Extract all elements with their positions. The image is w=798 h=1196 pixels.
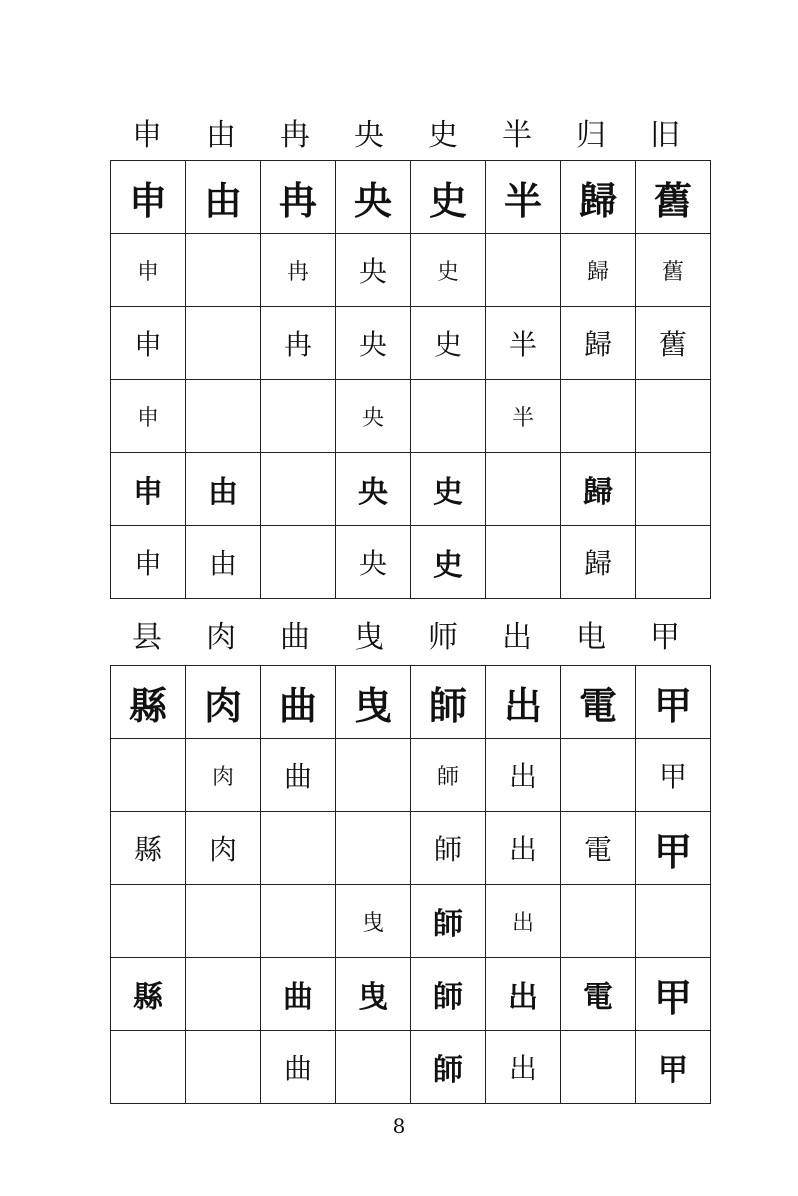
glyph-cell: 甲 (636, 666, 711, 739)
glyph-cell: 申 (111, 453, 186, 526)
glyph-cell: 舊 (636, 161, 711, 234)
glyph-cell: 曲 (261, 739, 336, 812)
header-char: 史 (428, 118, 458, 153)
glyph-cell: 申 (111, 380, 186, 453)
glyph-cell (486, 234, 561, 307)
table-row (111, 234, 711, 307)
glyph-cell: 由 (186, 161, 261, 234)
glyph-cell: 甲 (636, 958, 711, 1031)
header-char: 师 (428, 620, 458, 655)
header-char: 归 (576, 118, 606, 153)
glyph-cell: 電 (561, 812, 636, 885)
glyph-cell (261, 453, 336, 526)
glyph-cell (111, 1031, 186, 1104)
glyph-cell: 出 (486, 958, 561, 1031)
glyph-cell (261, 526, 336, 599)
glyph-cell (261, 380, 336, 453)
glyph-cell: 歸 (561, 161, 636, 234)
glyph-cell: 肉 (186, 666, 261, 739)
glyph-cell: 曲 (261, 958, 336, 1031)
table-row (111, 1031, 711, 1104)
header-char: 电 (576, 620, 606, 655)
glyph-cell (486, 453, 561, 526)
header-char: 甲 (650, 620, 680, 655)
header-char: 县 (132, 620, 162, 655)
header-char: 曳 (354, 620, 384, 655)
glyph-cell: 歸 (561, 526, 636, 599)
glyph-cell: 甲 (636, 1031, 711, 1104)
header-char: 曲 (280, 620, 310, 655)
glyph-cell (561, 739, 636, 812)
glyph-cell: 史 (411, 526, 486, 599)
glyph-cell: 出 (486, 739, 561, 812)
glyph-cell (336, 1031, 411, 1104)
glyph-cell (186, 958, 261, 1031)
glyph-cell (186, 234, 261, 307)
table-row (111, 453, 711, 526)
glyph-cell: 曳 (336, 958, 411, 1031)
section2-glyph-table (110, 665, 711, 1104)
glyph-cell: 央 (336, 234, 411, 307)
header-char: 肉 (206, 620, 236, 655)
glyph-cell: 史 (411, 453, 486, 526)
glyph-cell: 申 (111, 234, 186, 307)
page-number: 8 (392, 1114, 406, 1138)
glyph-cell: 申 (111, 307, 186, 380)
header-char: 央 (354, 118, 384, 153)
glyph-cell: 曲 (261, 666, 336, 739)
table-row (111, 380, 711, 453)
glyph-cell (561, 380, 636, 453)
glyph-cell: 肉 (186, 739, 261, 812)
glyph-cell: 冉 (261, 161, 336, 234)
glyph-cell: 歸 (561, 307, 636, 380)
glyph-cell: 由 (186, 453, 261, 526)
glyph-cell: 曲 (261, 1031, 336, 1104)
glyph-cell (261, 812, 336, 885)
glyph-cell: 歸 (561, 453, 636, 526)
glyph-cell: 央 (336, 526, 411, 599)
glyph-cell (636, 885, 711, 958)
glyph-cell: 申 (111, 526, 186, 599)
glyph-cell (636, 380, 711, 453)
glyph-cell (261, 885, 336, 958)
glyph-cell (111, 739, 186, 812)
table-row (111, 307, 711, 380)
glyph-cell: 師 (411, 885, 486, 958)
glyph-cell (561, 885, 636, 958)
header-char: 旧 (650, 118, 680, 153)
glyph-cell: 冉 (261, 307, 336, 380)
section1-glyph-table (110, 160, 711, 599)
glyph-cell: 出 (486, 812, 561, 885)
header-char: 半 (502, 118, 532, 153)
glyph-cell: 舊 (636, 307, 711, 380)
glyph-cell: 史 (411, 307, 486, 380)
glyph-cell: 由 (186, 526, 261, 599)
glyph-cell: 央 (336, 453, 411, 526)
section1-header-row (110, 114, 702, 158)
section2-header-row (110, 616, 702, 660)
table-row (111, 739, 711, 812)
table-row (111, 161, 711, 234)
glyph-cell (336, 739, 411, 812)
header-char: 由 (206, 118, 236, 153)
table-row (111, 958, 711, 1031)
glyph-cell: 申 (111, 161, 186, 234)
glyph-cell: 出 (486, 666, 561, 739)
glyph-cell: 肉 (186, 812, 261, 885)
glyph-cell: 出 (486, 885, 561, 958)
glyph-cell (411, 380, 486, 453)
header-char: 冉 (280, 118, 310, 153)
glyph-cell (561, 1031, 636, 1104)
glyph-cell: 舊 (636, 234, 711, 307)
glyph-cell (486, 526, 561, 599)
glyph-cell (186, 1031, 261, 1104)
glyph-cell: 曳 (336, 666, 411, 739)
glyph-cell: 縣 (111, 958, 186, 1031)
glyph-cell (186, 307, 261, 380)
glyph-cell: 師 (411, 739, 486, 812)
glyph-cell (111, 885, 186, 958)
glyph-cell: 師 (411, 812, 486, 885)
glyph-cell: 師 (411, 1031, 486, 1104)
glyph-cell: 師 (411, 958, 486, 1031)
glyph-cell: 縣 (111, 666, 186, 739)
table-row (111, 526, 711, 599)
glyph-cell: 史 (411, 234, 486, 307)
glyph-cell: 半 (486, 307, 561, 380)
glyph-cell (186, 380, 261, 453)
glyph-cell: 央 (336, 380, 411, 453)
glyph-cell (186, 885, 261, 958)
glyph-cell: 師 (411, 666, 486, 739)
glyph-cell (336, 812, 411, 885)
glyph-cell (636, 453, 711, 526)
glyph-cell: 史 (411, 161, 486, 234)
glyph-cell: 出 (486, 1031, 561, 1104)
glyph-cell: 縣 (111, 812, 186, 885)
glyph-cell: 半 (486, 380, 561, 453)
table-row (111, 812, 711, 885)
header-char: 申 (132, 118, 162, 153)
glyph-cell: 半 (486, 161, 561, 234)
table-row (111, 885, 711, 958)
glyph-cell: 甲 (636, 812, 711, 885)
glyph-cell: 電 (561, 958, 636, 1031)
glyph-cell: 甲 (636, 739, 711, 812)
header-char: 出 (502, 620, 532, 655)
glyph-cell: 央 (336, 161, 411, 234)
glyph-cell: 電 (561, 666, 636, 739)
glyph-cell: 曳 (336, 885, 411, 958)
glyph-cell: 歸 (561, 234, 636, 307)
table-row (111, 666, 711, 739)
glyph-cell (636, 526, 711, 599)
glyph-cell: 冉 (261, 234, 336, 307)
glyph-cell: 央 (336, 307, 411, 380)
